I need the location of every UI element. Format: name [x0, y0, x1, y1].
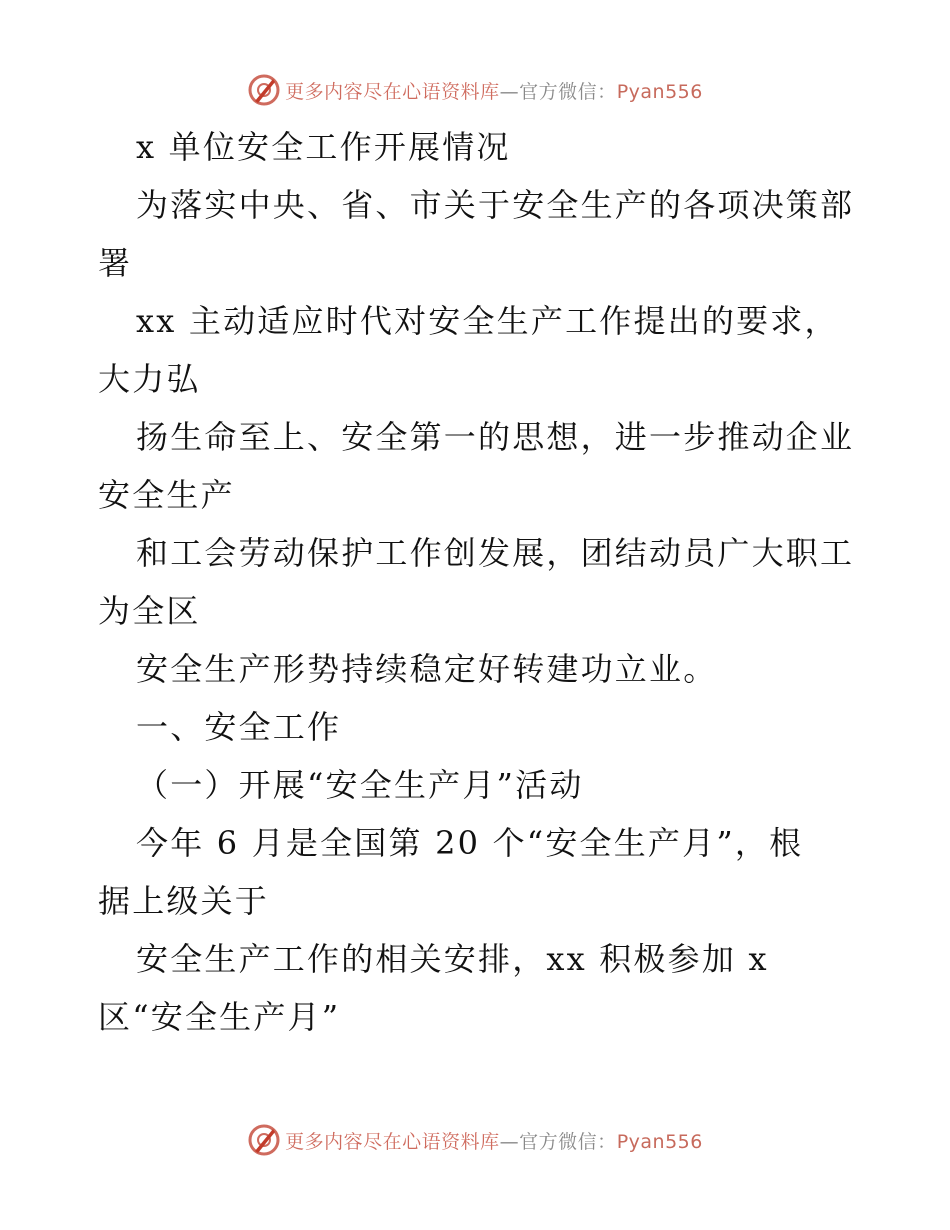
header-watermark	[0, 70, 950, 110]
text-line: x 单位安全工作开展情况	[136, 128, 511, 166]
text-line: 一、安全工作	[136, 708, 342, 746]
text-line: 安全生产工作的相关安排，xx 积极参加 x	[136, 940, 769, 978]
text-line: 安全生产形势持续稳定好转建功立业。	[136, 650, 718, 688]
text-line: 区“安全生产月”	[98, 998, 341, 1036]
watermark-dash: —	[499, 1130, 520, 1153]
watermark-label: 官方微信：	[519, 80, 617, 103]
text-line: 扬生命至上、安全第一的思想，进一步推动企业	[136, 418, 855, 456]
text-line: 和工会劳动保护工作创发展，团结动员广大职工	[136, 534, 855, 572]
document-body	[98, 118, 878, 1046]
quill-logo-icon	[247, 73, 281, 107]
watermark-id: Pyan556	[616, 1130, 703, 1153]
watermark-main: 更多内容尽在心语资料库	[285, 1130, 500, 1153]
text-line: xx 主动适应时代对安全生产工作提出的要求，	[136, 302, 839, 340]
watermark-label: 官方微信：	[519, 1130, 617, 1153]
text-line: 署	[98, 244, 133, 282]
text-line: 安全生产	[98, 476, 235, 514]
text-line: 为全区	[98, 592, 201, 630]
watermark-text	[285, 1127, 703, 1154]
quill-logo-icon	[247, 1123, 281, 1157]
text-line: 据上级关于	[98, 882, 270, 920]
footer-watermark	[0, 1120, 950, 1160]
text-line: （一）开展“安全生产月”活动	[136, 766, 584, 804]
text-line: 今年 6 月是全国第 20 个“安全生产月”，根	[136, 824, 804, 862]
watermark-text	[285, 77, 703, 104]
text-line: 为落实中央、省、市关于安全生产的各项决策部	[136, 186, 855, 224]
watermark-main: 更多内容尽在心语资料库	[285, 80, 500, 103]
watermark-dash: —	[499, 80, 520, 103]
watermark-id: Pyan556	[616, 80, 703, 103]
text-line: 大力弘	[98, 360, 201, 398]
